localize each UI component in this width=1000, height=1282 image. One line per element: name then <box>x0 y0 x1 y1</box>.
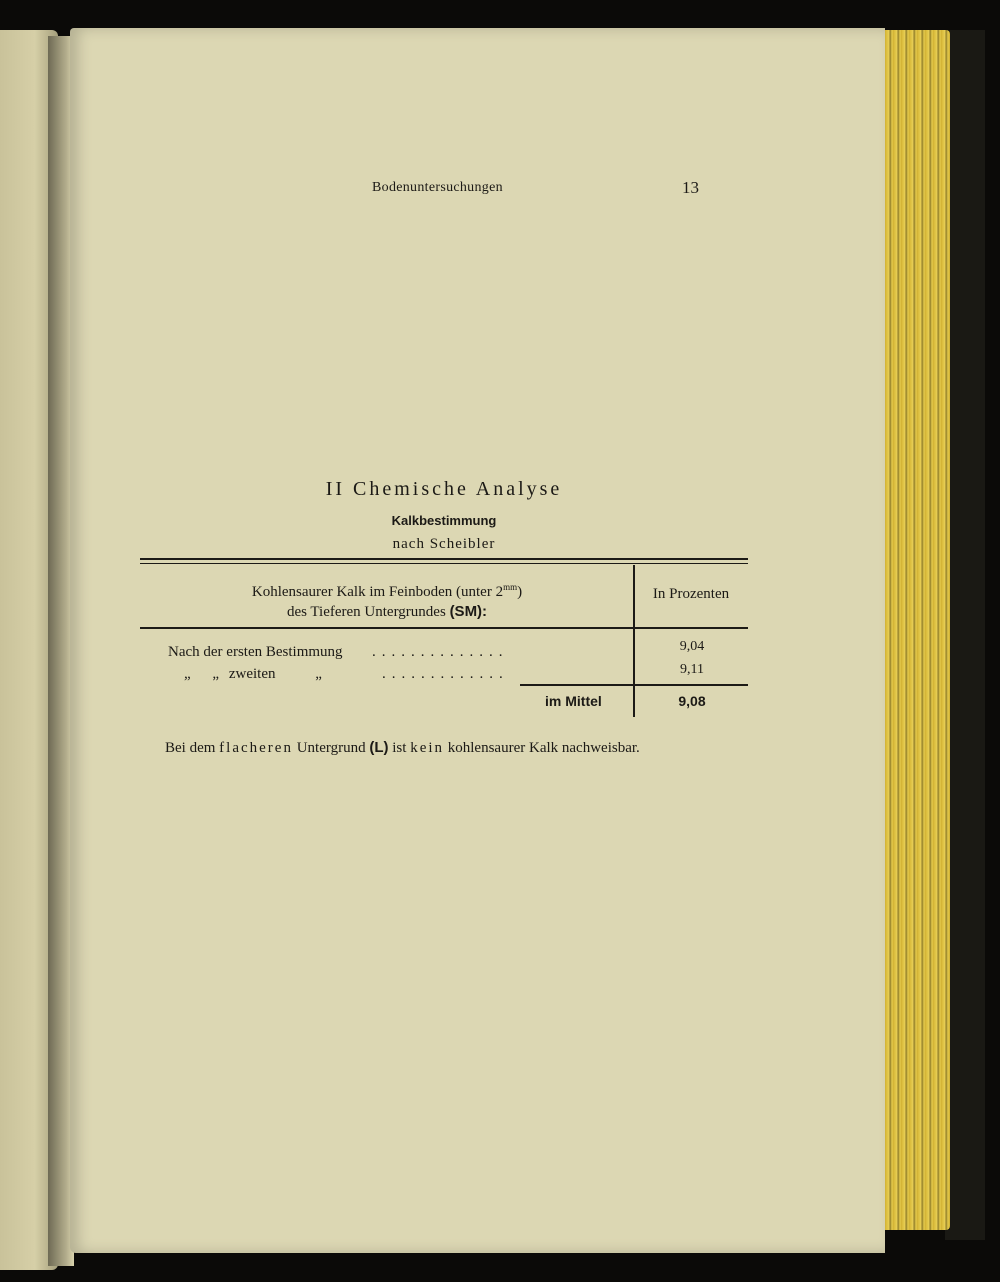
leader-dots: .............. <box>372 644 509 660</box>
note-bold: (L) <box>369 739 389 756</box>
table-mean-rule <box>520 684 748 686</box>
header-close: ) <box>517 584 523 600</box>
header-line2-bold: (SM): <box>449 603 488 620</box>
table-row-label: Nach der ersten Bestimmung <box>168 644 343 660</box>
header-line1: Kohlensaurer Kalk im Feinboden (unter 2 <box>251 584 504 600</box>
table-header-percent: In Prozenten <box>652 586 730 602</box>
table-header-rule <box>140 627 748 629</box>
note-part: ist <box>388 740 411 756</box>
note-part: Untergrund <box>292 740 370 756</box>
ditto-mark: „ <box>212 666 220 682</box>
page-number: 13 <box>682 178 699 197</box>
table-top-rule-2 <box>140 563 748 564</box>
table-row-value: 9,11 <box>680 662 704 677</box>
ditto-mark: „ <box>184 666 191 682</box>
table-top-rule <box>140 558 748 560</box>
book-cover <box>945 30 985 1240</box>
section-subtitle: Kalkbestimmung <box>391 513 497 528</box>
ditto-mark: „ <box>315 666 322 682</box>
page-edges <box>878 30 950 1230</box>
header-line2: des Tieferen Untergrundes <box>286 604 450 620</box>
note-emphasis: kein <box>410 740 445 756</box>
section-title: II Chemische Analyse <box>325 478 563 500</box>
mean-label: im Mittel <box>545 693 602 709</box>
table-row-label-ditto <box>184 666 322 683</box>
note-part: kohlensaurer Kalk nachweisbar. <box>444 740 640 756</box>
table-row-value: 9,04 <box>679 639 705 654</box>
section-method: nach Scheibler <box>392 536 496 552</box>
note-emphasis: flacheren <box>219 740 293 756</box>
note-part: Bei dem <box>165 740 220 756</box>
footnote-text <box>165 739 640 757</box>
header-superscript: mm <box>503 582 518 592</box>
book-page <box>70 28 885 1253</box>
ditto-word: zweiten <box>228 666 276 682</box>
running-head: Bodenuntersuchungen <box>372 180 503 195</box>
table-header-description <box>140 577 634 622</box>
leader-dots: ............. <box>382 666 509 682</box>
mean-value: 9,08 <box>678 693 706 709</box>
